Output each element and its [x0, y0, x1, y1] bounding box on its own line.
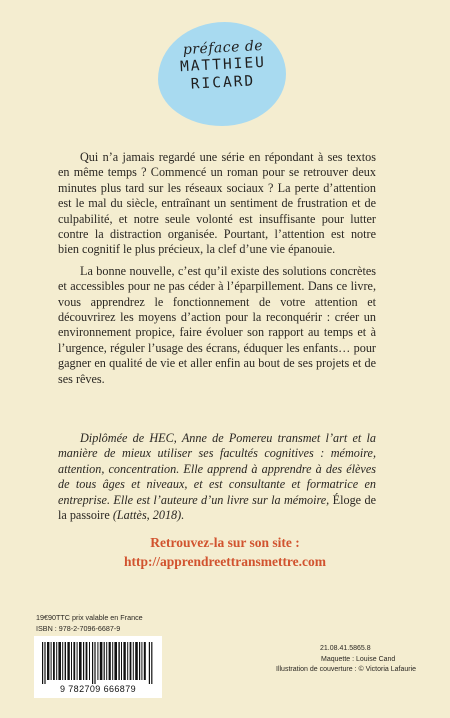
- price-label: 19€90TTC prix valable en France: [36, 613, 143, 622]
- preface-author-last: RICARD: [190, 73, 256, 93]
- credits: [276, 644, 426, 676]
- blurb-paragraph: La bonne nouvelle, c’est qu’il existe des solutions concrètes et accessibles pour ne pas céder à l’éparpillement. Dans ce livre, vous apprendrez le fonctionnement de votre attention et découvrirez les moyens d’action pour la reconquérir : créer un environnement propice, faire évoluer son rapport au temps et à l’urgence, réguler l’usage des écrans, éduquer les enfants… pour gagner en qualité de vie et aller enfin au bout de ses projets et de ses rêves.: [58, 263, 376, 386]
- layout-credit: Maquette : Louise Cand: [321, 655, 396, 663]
- preface-line1: préface de: [182, 37, 264, 59]
- author-bio: [58, 431, 376, 523]
- illustration-credit: Illustration de couverture : © Victoria Lafaurie: [276, 666, 417, 674]
- blurb-paragraph: Qui n’a jamais regardé une série en répondant à ses textos en même temps ? Commencé un roman pour se retrouver deux minutes plus tard sur les réseaux sociaux ? La perte d’attention est le mal du siècle, entraînant un sentiment de frustration et de culpabilité, et notre seule volonté est insuffisante pour lutter contre la distraction organisée. Pourtant, l’attention est notre bien cognitif le plus précieux, la clef d’une vie épanouie.: [58, 150, 376, 257]
- preface-label: [160, 37, 286, 93]
- barcode-digits: 9 782709 666879: [59, 684, 137, 694]
- website-intro: Retrouvez-la sur son site :: [150, 535, 300, 550]
- bio-text: Diplômée de HEC, Anne de Pomereu transmet l’art et la manière de mieux utiliser ses facultés cognitives : mémoire, attention, concentration. Elle apprend à apprendre à des élèves de tous âges et niveaux, et est consultante et formatrice en entreprise. Elle est l’auteure d’un livre sur la mémoire,: [58, 431, 376, 507]
- barcode-bars: [42, 642, 154, 684]
- blurb: [58, 150, 376, 393]
- website-callout: [0, 533, 450, 571]
- book-code: 21.08.41.5865.8: [320, 645, 371, 652]
- website-url[interactable]: http://apprendreettransmettre.com: [123, 554, 327, 569]
- preface-author-first: MATTHIEU: [179, 54, 267, 76]
- bio-publisher: (Lattès, 2018).: [112, 508, 185, 523]
- bio-book-title: Éloge de la passoire: [58, 492, 377, 523]
- isbn-label: ISBN : 978-2-7096-6687-9: [36, 624, 121, 633]
- barcode: [34, 636, 162, 698]
- price-block: [36, 612, 143, 634]
